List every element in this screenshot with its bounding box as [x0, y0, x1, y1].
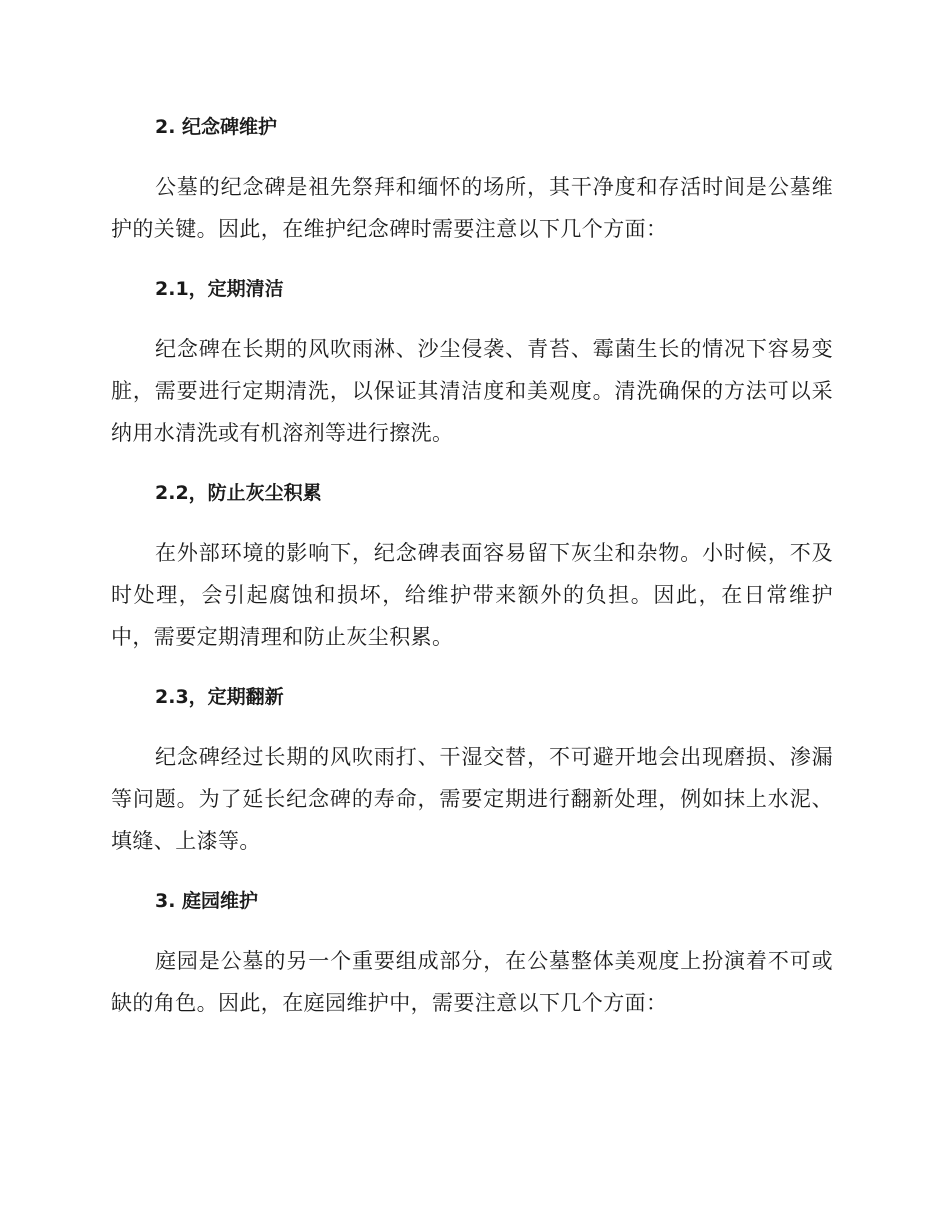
document-body	[111, 108, 833, 1044]
section-paragraph: 公墓的纪念碑是祖先祭拜和缅怀的场所，其干净度和存活时间是公墓维护的关键。因此，在维护纪念碑时需要注意以下几个方面：	[111, 175, 833, 241]
section-heading: 3. 庭园维护	[155, 890, 259, 912]
section-heading: 2. 纪念碑维护	[155, 116, 278, 138]
section-heading: 2.3，定期翻新	[155, 686, 284, 708]
section-heading: 2.2，防止灰尘积累	[155, 482, 322, 504]
section-paragraph: 庭园是公墓的另一个重要组成部分，在公墓整体美观度上扮演着不可或缺的角色。因此，在庭园维护中，需要注意以下几个方面：	[111, 949, 833, 1015]
section-paragraph: 纪念碑经过长期的风吹雨打、干湿交替，不可避开地会出现磨损、渗漏等问题。为了延长纪念碑的寿命，需要定期进行翻新处理，例如抹上水泥、填缝、上漆等。	[111, 745, 833, 853]
section-paragraph: 纪念碑在长期的风吹雨淋、沙尘侵袭、青苔、霉菌生长的情况下容易变脏，需要进行定期清洗，以保证其清洁度和美观度。清洗确保的方法可以采纳用水清洗或有机溶剂等进行擦洗。	[111, 337, 833, 445]
section-paragraph: 在外部环境的影响下，纪念碑表面容易留下灰尘和杂物。小时候，不及时处理，会引起腐蚀和损坏，给维护带来额外的负担。因此，在日常维护中，需要定期清理和防止灰尘积累。	[111, 541, 833, 649]
section-heading: 2.1，定期清洁	[155, 278, 284, 300]
